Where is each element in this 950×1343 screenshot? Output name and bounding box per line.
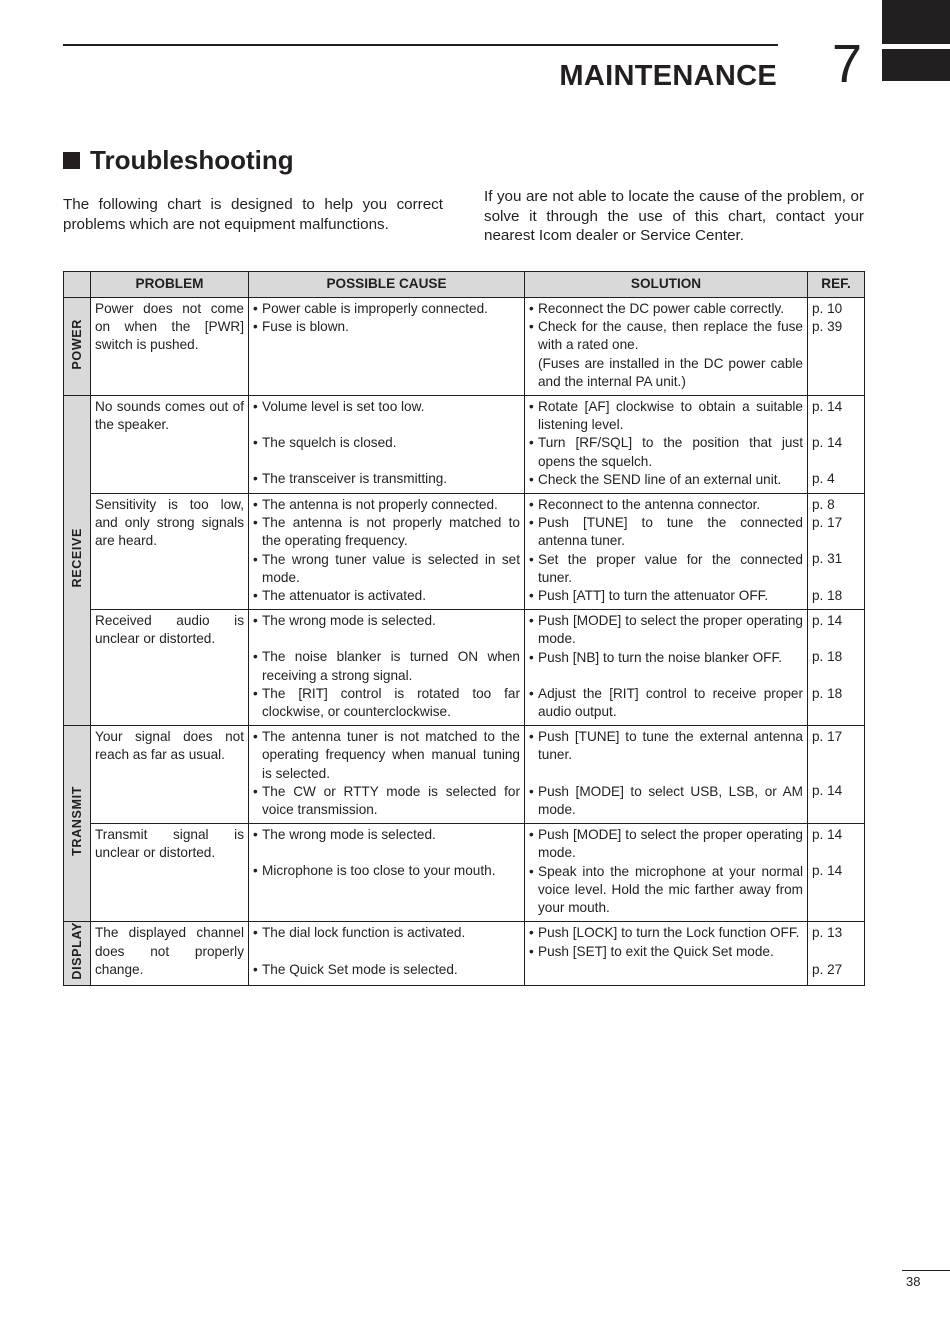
category-transmit xyxy=(64,726,91,922)
solution-item: • Push [MODE] to select the proper operating mode. xyxy=(529,613,803,647)
problem-cell: The displayed channel does not properly change. xyxy=(91,922,249,986)
solution-item: • Push [MODE] to select the proper operating mode. xyxy=(529,827,803,861)
ref-item: p. 13 xyxy=(812,925,843,941)
header-problem: PROBLEM xyxy=(91,272,249,298)
problem-cell: Power does not come on when the [PWR] switch is pushed. xyxy=(91,298,249,396)
category-display xyxy=(64,922,91,986)
table-row xyxy=(64,610,865,726)
cause-item: • Fuse is blown. xyxy=(253,319,349,335)
ref-item: p. 10 xyxy=(812,301,843,316)
ref-cell xyxy=(808,396,865,494)
ref-item: p. 17 xyxy=(812,515,843,531)
solution-item: • Speak into the microphone at your normal voice level. Hold the mic farther away from your mouth. xyxy=(529,863,803,916)
ref-item: p. 14 xyxy=(812,783,843,799)
ref-item: p. 14 xyxy=(812,863,843,879)
cause-item: • The squelch is closed. xyxy=(253,435,397,451)
ref-item: p. 14 xyxy=(812,613,843,629)
ref-item: p. 14 xyxy=(812,827,843,843)
ref-item: p. 17 xyxy=(812,729,843,745)
problem-cell: Your signal does not reach as far as usual. xyxy=(91,726,249,824)
ref-cell xyxy=(808,922,865,986)
category-label: DISPLAY xyxy=(69,922,84,980)
table-row xyxy=(64,494,865,610)
header-possible-cause: POSSIBLE CAUSE xyxy=(249,272,525,298)
ref-cell xyxy=(808,726,865,824)
ref-item: p. 14 xyxy=(812,399,843,415)
ref-item: p. 39 xyxy=(812,319,843,335)
chapter-title: MAINTENANCE xyxy=(559,60,777,92)
ref-item: p. 27 xyxy=(812,961,843,977)
category-label: POWER xyxy=(69,318,84,370)
problem-cell: No sounds comes out of the speaker. xyxy=(91,396,249,494)
solution-item: • Push [LOCK] to turn the Lock function OFF. xyxy=(529,925,800,941)
solution-item: • Turn [RF/SQL] to the position that just opens the squelch. xyxy=(529,435,803,469)
ref-item: p. 4 xyxy=(812,471,835,487)
problem-cell: Transmit signal is unclear or distorted. xyxy=(91,824,249,922)
ref-cell xyxy=(808,824,865,922)
cause-item: • The dial lock function is activated. xyxy=(253,925,466,941)
solution-cell xyxy=(525,298,808,396)
cause-cell xyxy=(249,396,525,494)
category-label: TRANSMIT xyxy=(69,786,84,857)
solution-cell xyxy=(525,922,808,986)
solution-cell xyxy=(525,726,808,824)
category-label: RECEIVE xyxy=(69,528,84,588)
problem-cell: Received audio is unclear or distorted. xyxy=(91,610,249,726)
ref-item: p. 31 xyxy=(812,551,843,567)
cause-cell xyxy=(249,922,525,986)
cause-item: • The noise blanker is turned ON when receiving a strong signal. xyxy=(253,649,520,683)
solution-item: • Check the SEND line of an external unit. xyxy=(529,471,782,487)
cause-cell xyxy=(249,610,525,726)
cause-item: • The CW or RTTY mode is selected for voice transmission. xyxy=(253,783,520,818)
cause-item: • The antenna tuner is not matched to the operating frequency when manual tuning is selected. xyxy=(253,729,520,781)
chapter-tab-bottom xyxy=(882,49,950,81)
cause-item: • The wrong mode is selected. xyxy=(253,613,436,629)
category-receive xyxy=(64,396,91,726)
solution-item: • Adjust the [RIT] control to receive proper audio output. xyxy=(529,685,803,720)
problem-cell: Sensitivity is too low, and only strong signals are heard. xyxy=(91,494,249,610)
ref-cell xyxy=(808,298,865,396)
chapter-number: 7 xyxy=(832,34,863,94)
square-bullet-icon xyxy=(63,152,80,169)
page-number: 38 xyxy=(906,1274,921,1289)
table-row xyxy=(64,396,865,494)
solution-item: • Reconnect the DC power cable correctly. xyxy=(529,301,785,316)
cause-item: • Volume level is set too low. xyxy=(253,399,425,415)
cause-item: • The attenuator is activated. xyxy=(253,588,426,604)
table-row xyxy=(64,726,865,824)
table-row xyxy=(64,298,865,396)
cause-cell xyxy=(249,726,525,824)
cause-item: • The Quick Set mode is selected. xyxy=(253,961,458,977)
cause-item: • The wrong mode is selected. xyxy=(253,827,436,843)
cause-item: • Microphone is too close to your mouth. xyxy=(253,863,496,879)
cause-item: • The transceiver is transmitting. xyxy=(253,471,448,487)
section-heading xyxy=(63,145,294,176)
solution-cell xyxy=(525,824,808,922)
cause-item: • The antenna is not properly connected. xyxy=(253,497,498,513)
solution-item: • Rotate [AF] clockwise to obtain a suitable listening level. xyxy=(529,399,803,433)
ref-item: p. 18 xyxy=(812,685,843,701)
cause-cell xyxy=(249,494,525,610)
table-row xyxy=(64,824,865,922)
intro-right-paragraph: If you are not able to locate the cause of the problem, or solve it through the use of this chart, contact your nearest Icom dealer or Service Center. xyxy=(484,188,864,244)
ref-cell xyxy=(808,610,865,726)
solution-item: • Push [MODE] to select USB, LSB, or AM mode. xyxy=(529,783,803,817)
solution-note: (Fuses are installed in the DC power cable and the internal PA unit.) xyxy=(538,355,803,389)
solution-item: • Check for the cause, then replace the fuse with a rated one. xyxy=(529,319,803,353)
header-rule xyxy=(63,44,778,46)
table-header-row xyxy=(64,272,865,298)
solution-item: • Push [ATT] to turn the attenuator OFF. xyxy=(529,588,769,604)
footer-rule xyxy=(902,1270,950,1271)
table-row xyxy=(64,922,865,986)
ref-item: p. 8 xyxy=(812,497,835,513)
solution-item: • Reconnect to the antenna connector. xyxy=(529,497,761,513)
cause-cell xyxy=(249,824,525,922)
solution-item: • Push [NB] to turn the noise blanker OFF. xyxy=(529,649,783,665)
header-category xyxy=(64,272,91,298)
solution-cell xyxy=(525,396,808,494)
ref-item: p. 14 xyxy=(812,435,843,451)
section-title: Troubleshooting xyxy=(90,145,294,175)
intro-left-paragraph: The following chart is designed to help you correct problems which are not equipment malfunctions. xyxy=(63,196,443,233)
cause-item: • The [RIT] control is rotated too far clockwise, or counterclockwise. xyxy=(253,685,520,720)
solution-item: • Push [TUNE] to tune the connected antenna tuner. xyxy=(529,515,803,549)
header-ref: REF. xyxy=(808,272,865,298)
ref-item: p. 18 xyxy=(812,649,843,665)
solution-item: • Push [TUNE] to tune the external antenna tuner. xyxy=(529,729,803,763)
header-solution: SOLUTION xyxy=(525,272,808,298)
ref-item: p. 18 xyxy=(812,587,843,603)
chapter-tab-top xyxy=(882,0,950,44)
solution-item: • Push [SET] to exit the Quick Set mode. xyxy=(529,943,774,959)
solution-item: • Set the proper value for the connected tuner. xyxy=(529,551,803,585)
solution-cell xyxy=(525,494,808,610)
troubleshooting-table xyxy=(63,271,865,986)
cause-cell xyxy=(249,298,525,396)
category-power xyxy=(64,298,91,396)
cause-item: • The wrong tuner value is selected in set mode. xyxy=(253,551,520,585)
ref-cell xyxy=(808,494,865,610)
solution-cell xyxy=(525,610,808,726)
cause-item: • The antenna is not properly matched to the operating frequency. xyxy=(253,515,520,549)
cause-item: • Power cable is improperly connected. xyxy=(253,301,488,316)
